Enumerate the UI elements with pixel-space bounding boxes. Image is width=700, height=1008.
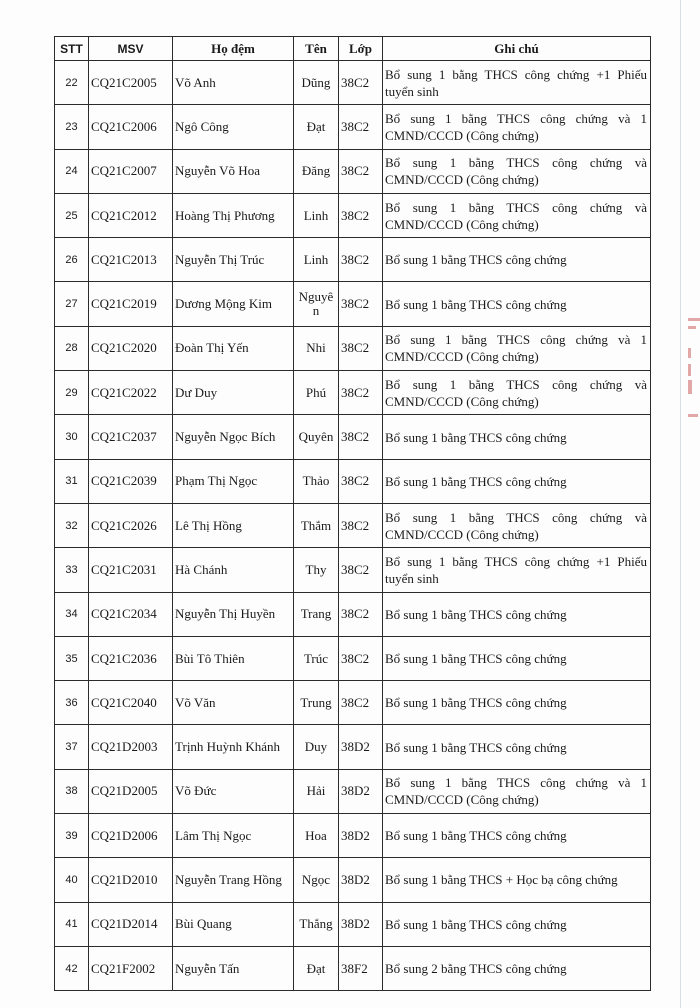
row-ho-dem: Bùi Quang xyxy=(173,902,294,946)
table-row xyxy=(55,105,651,149)
row-stt: 36 xyxy=(55,681,89,725)
row-ghi-chu: Bổ sung 2 bằng THCS công chứng xyxy=(383,946,651,990)
row-msv: CQ21C2034 xyxy=(89,592,173,636)
row-lop: 38C2 xyxy=(339,326,383,370)
row-stt: 29 xyxy=(55,371,89,415)
row-ten: Dũng xyxy=(294,61,339,105)
table-row xyxy=(55,282,651,326)
table-row xyxy=(55,326,651,370)
row-lop: 38C2 xyxy=(339,459,383,503)
table-row xyxy=(55,769,651,813)
row-stt: 27 xyxy=(55,282,89,326)
row-lop: 38C2 xyxy=(339,105,383,149)
table-row xyxy=(55,149,651,193)
table-row xyxy=(55,592,651,636)
row-msv: CQ21C2013 xyxy=(89,238,173,282)
row-lop: 38C2 xyxy=(339,503,383,547)
row-msv: CQ21C2006 xyxy=(89,105,173,149)
table-row xyxy=(55,238,651,282)
table-row xyxy=(55,193,651,237)
header-lop: Lớp xyxy=(339,37,383,61)
row-stt: 40 xyxy=(55,858,89,902)
row-ten: Linh xyxy=(294,193,339,237)
row-stt: 23 xyxy=(55,105,89,149)
row-ghi-chu: Bổ sung 1 bằng THCS công chứng và CMND/CCCD (Công chứng) xyxy=(383,503,651,547)
row-ten: Thắng xyxy=(294,902,339,946)
row-stt: 24 xyxy=(55,149,89,193)
row-msv: CQ21C2037 xyxy=(89,415,173,459)
table-row xyxy=(55,459,651,503)
row-stt: 31 xyxy=(55,459,89,503)
row-msv: CQ21C2020 xyxy=(89,326,173,370)
row-ho-dem: Dương Mộng Kim xyxy=(173,282,294,326)
table-row xyxy=(55,814,651,858)
row-ho-dem: Nguyễn Thị Trúc xyxy=(173,238,294,282)
table-header-row xyxy=(55,37,651,61)
row-lop: 38C2 xyxy=(339,371,383,415)
row-ho-dem: Hoàng Thị Phương xyxy=(173,193,294,237)
row-ho-dem: Lâm Thị Ngọc xyxy=(173,814,294,858)
row-ho-dem: Võ Văn xyxy=(173,681,294,725)
row-stt: 34 xyxy=(55,592,89,636)
table-row xyxy=(55,946,651,990)
row-ten: Linh xyxy=(294,238,339,282)
row-ghi-chu: Bổ sung 1 bằng THCS + Học bạ công chứng xyxy=(383,858,651,902)
row-ho-dem: Võ Anh xyxy=(173,61,294,105)
row-ghi-chu: Bổ sung 1 bằng THCS công chứng và 1 CMND/CCCD (Công chứng) xyxy=(383,326,651,370)
row-ten: Hải xyxy=(294,769,339,813)
row-msv: CQ21C2026 xyxy=(89,503,173,547)
row-lop: 38D2 xyxy=(339,902,383,946)
row-ho-dem: Ngô Công xyxy=(173,105,294,149)
row-ho-dem: Nguyễn Thị Huyền xyxy=(173,592,294,636)
header-ho-dem: Họ đệm xyxy=(173,37,294,61)
row-ten: Trúc xyxy=(294,636,339,680)
row-ten: Đạt xyxy=(294,946,339,990)
header-ghi-chu: Ghi chú xyxy=(383,37,651,61)
row-msv: CQ21F2002 xyxy=(89,946,173,990)
row-ten: Quyên xyxy=(294,415,339,459)
row-ten: Hoa xyxy=(294,814,339,858)
table-row xyxy=(55,415,651,459)
row-ho-dem: Phạm Thị Ngọc xyxy=(173,459,294,503)
row-stt: 42 xyxy=(55,946,89,990)
row-msv: CQ21C2031 xyxy=(89,548,173,592)
row-stt: 37 xyxy=(55,725,89,769)
row-ghi-chu: Bổ sung 1 bằng THCS công chứng và 1 CMND/CCCD (Công chứng) xyxy=(383,105,651,149)
row-lop: 38C2 xyxy=(339,193,383,237)
row-ten: Đạt xyxy=(294,105,339,149)
row-ho-dem: Võ Đức xyxy=(173,769,294,813)
row-lop: 38D2 xyxy=(339,814,383,858)
row-ho-dem: Nguyễn Tấn xyxy=(173,946,294,990)
row-msv: CQ21D2006 xyxy=(89,814,173,858)
row-ho-dem: Hà Chánh xyxy=(173,548,294,592)
row-ghi-chu: Bổ sung 1 bằng THCS công chứng xyxy=(383,459,651,503)
row-ghi-chu: Bổ sung 1 bằng THCS công chứng và CMND/CCCD (Công chứng) xyxy=(383,149,651,193)
page-edge-line xyxy=(680,0,681,1008)
row-msv: CQ21D2005 xyxy=(89,769,173,813)
row-ho-dem: Lê Thị Hồng xyxy=(173,503,294,547)
table-row xyxy=(55,902,651,946)
row-ghi-chu: Bổ sung 1 bằng THCS công chứng xyxy=(383,902,651,946)
row-msv: CQ21C2005 xyxy=(89,61,173,105)
row-ten: Trung xyxy=(294,681,339,725)
red-stamp-fragment xyxy=(688,318,700,428)
table-row xyxy=(55,548,651,592)
row-ghi-chu: Bổ sung 1 bằng THCS công chứng xyxy=(383,681,651,725)
row-ho-dem: Trịnh Huỳnh Khánh xyxy=(173,725,294,769)
table-row xyxy=(55,61,651,105)
row-ghi-chu: Bổ sung 1 bằng THCS công chứng xyxy=(383,592,651,636)
row-lop: 38C2 xyxy=(339,548,383,592)
row-ten: Nguyên xyxy=(294,282,339,326)
row-lop: 38D2 xyxy=(339,725,383,769)
row-msv: CQ21C2019 xyxy=(89,282,173,326)
row-msv: CQ21C2007 xyxy=(89,149,173,193)
row-ho-dem: Đoàn Thị Yến xyxy=(173,326,294,370)
row-ten: Thảo xyxy=(294,459,339,503)
row-msv: CQ21D2014 xyxy=(89,902,173,946)
row-lop: 38C2 xyxy=(339,282,383,326)
row-lop: 38C2 xyxy=(339,61,383,105)
row-ho-dem: Dư Duy xyxy=(173,371,294,415)
row-lop: 38D2 xyxy=(339,769,383,813)
row-ghi-chu: Bổ sung 1 bằng THCS công chứng +1 Phiếu tuyển sinh xyxy=(383,548,651,592)
row-ten: Đăng xyxy=(294,149,339,193)
table-row xyxy=(55,725,651,769)
header-ten: Tên xyxy=(294,37,339,61)
row-ghi-chu: Bổ sung 1 bằng THCS công chứng xyxy=(383,636,651,680)
row-ghi-chu: Bổ sung 1 bằng THCS công chứng xyxy=(383,238,651,282)
row-stt: 22 xyxy=(55,61,89,105)
row-stt: 32 xyxy=(55,503,89,547)
student-records-table xyxy=(54,36,651,991)
row-ghi-chu: Bổ sung 1 bằng THCS công chứng và 1 CMND/CCCD (Công chứng) xyxy=(383,769,651,813)
row-msv: CQ21C2039 xyxy=(89,459,173,503)
table-row xyxy=(55,681,651,725)
row-stt: 28 xyxy=(55,326,89,370)
row-ghi-chu: Bổ sung 1 bằng THCS công chứng và CMND/CCCD (Công chứng) xyxy=(383,193,651,237)
row-lop: 38D2 xyxy=(339,858,383,902)
row-lop: 38C2 xyxy=(339,636,383,680)
row-ten: Nhi xyxy=(294,326,339,370)
row-ho-dem: Nguyễn Võ Hoa xyxy=(173,149,294,193)
row-ho-dem: Nguyễn Ngọc Bích xyxy=(173,415,294,459)
row-ten: Duy xyxy=(294,725,339,769)
row-msv: CQ21C2036 xyxy=(89,636,173,680)
row-stt: 39 xyxy=(55,814,89,858)
row-lop: 38C2 xyxy=(339,238,383,282)
row-stt: 26 xyxy=(55,238,89,282)
row-ghi-chu: Bổ sung 1 bằng THCS công chứng xyxy=(383,814,651,858)
row-stt: 33 xyxy=(55,548,89,592)
row-stt: 38 xyxy=(55,769,89,813)
table-row xyxy=(55,371,651,415)
row-msv: CQ21D2003 xyxy=(89,725,173,769)
table-row xyxy=(55,636,651,680)
row-ghi-chu: Bổ sung 1 bằng THCS công chứng xyxy=(383,725,651,769)
row-msv: CQ21C2012 xyxy=(89,193,173,237)
row-ho-dem: Nguyễn Trang Hồng xyxy=(173,858,294,902)
table-row xyxy=(55,503,651,547)
row-ghi-chu: Bổ sung 1 bằng THCS công chứng xyxy=(383,282,651,326)
row-ten: Ngọc xyxy=(294,858,339,902)
row-lop: 38C2 xyxy=(339,592,383,636)
row-lop: 38F2 xyxy=(339,946,383,990)
row-ten: Phú xyxy=(294,371,339,415)
row-msv: CQ21C2022 xyxy=(89,371,173,415)
row-ghi-chu: Bổ sung 1 bằng THCS công chứng xyxy=(383,415,651,459)
row-msv: CQ21C2040 xyxy=(89,681,173,725)
row-ghi-chu: Bổ sung 1 bằng THCS công chứng và CMND/CCCD (Công chứng) xyxy=(383,371,651,415)
row-stt: 35 xyxy=(55,636,89,680)
row-lop: 38C2 xyxy=(339,415,383,459)
row-ten: Thy xyxy=(294,548,339,592)
row-lop: 38C2 xyxy=(339,149,383,193)
row-lop: 38C2 xyxy=(339,681,383,725)
row-stt: 30 xyxy=(55,415,89,459)
row-ho-dem: Bùi Tô Thiên xyxy=(173,636,294,680)
row-ten: Thắm xyxy=(294,503,339,547)
row-ten: Trang xyxy=(294,592,339,636)
header-msv: MSV xyxy=(89,37,173,61)
row-stt: 41 xyxy=(55,902,89,946)
row-stt: 25 xyxy=(55,193,89,237)
table-row xyxy=(55,858,651,902)
row-msv: CQ21D2010 xyxy=(89,858,173,902)
row-ghi-chu: Bổ sung 1 bằng THCS công chứng +1 Phiếu tuyển sinh xyxy=(383,61,651,105)
header-stt: STT xyxy=(55,37,89,61)
